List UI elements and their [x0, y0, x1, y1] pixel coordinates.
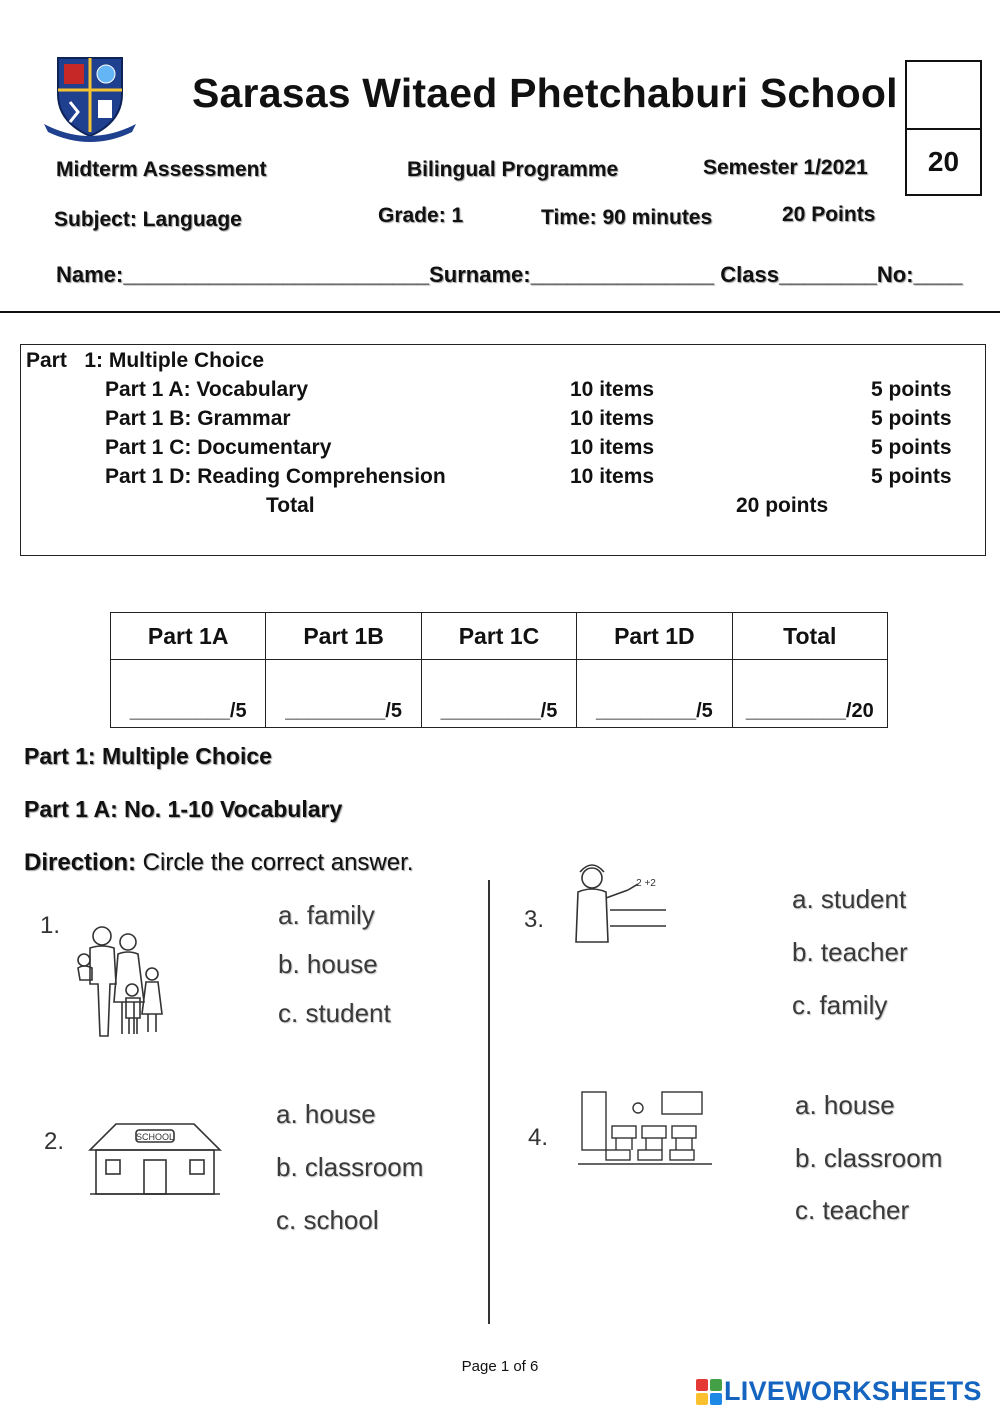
q1-option-a[interactable]: a. family [278, 900, 375, 930]
points-label: 20 Points [782, 203, 876, 226]
summary-row-items: 10 items [570, 407, 655, 430]
summary-row-label: Part 1 D: Reading Comprehension [105, 465, 446, 488]
teacher-picture [566, 856, 668, 944]
score-box-divider [907, 128, 980, 130]
subject-label: Subject: Language [54, 208, 242, 231]
liveworksheets-icon [696, 1379, 722, 1405]
q1-option-b[interactable]: b. house [278, 949, 378, 979]
q2-option-b[interactable]: b. classroom [276, 1152, 424, 1182]
brand-text: LIVEWORKSHEETS [724, 1376, 982, 1406]
teacher-board-text: 2 +2 [636, 878, 656, 889]
summary-row-points: 5 points [871, 378, 952, 401]
q2-option-a[interactable]: a. house [276, 1099, 376, 1129]
part-title: Part 1: Multiple Choice [24, 743, 272, 769]
summary-row-points: 5 points [871, 465, 952, 488]
summary-row-points: 5 points [871, 407, 952, 430]
score-box [905, 60, 982, 196]
q3-option-c[interactable]: c. family [792, 990, 888, 1020]
assessment-label: Midterm Assessment [56, 158, 267, 181]
score-cell-part1d[interactable]: _________/5 [577, 660, 732, 728]
score-cell-part1c[interactable]: _________/5 [421, 660, 576, 728]
q2-option-c[interactable]: c. school [276, 1205, 379, 1235]
score-header-part1a: Part 1A [111, 613, 266, 660]
school-crest-logo [40, 52, 140, 142]
summary-row-label: Part 1 C: Documentary [105, 436, 332, 459]
question-number: 3. [524, 906, 545, 933]
question-number: 4. [528, 1124, 549, 1151]
liveworksheets-brand[interactable] [696, 1376, 982, 1407]
summary-row-items: 10 items [570, 436, 655, 459]
page-number: Page 1 of 6 [461, 1358, 539, 1375]
question-number: 1. [40, 912, 61, 939]
header-rule [0, 311, 1000, 313]
direction-label: Direction: [24, 849, 137, 876]
score-header-total: Total [732, 613, 887, 660]
column-divider [488, 880, 490, 1324]
q4-option-a[interactable]: a. house [795, 1090, 895, 1120]
classroom-picture [576, 1088, 714, 1168]
semester-label: Semester 1/2021 [703, 156, 868, 179]
school-sign-text: SCHOOL [135, 1132, 175, 1142]
score-cell-part1a[interactable]: _________/5 [111, 660, 266, 728]
summary-row-items: 10 items [570, 465, 655, 488]
q1-option-c[interactable]: c. student [278, 998, 391, 1028]
q4-option-c[interactable]: c. teacher [795, 1195, 910, 1225]
subpart-title: Part 1 A: No. 1-10 Vocabulary [24, 796, 343, 822]
family-picture [70, 918, 170, 1040]
school-picture [86, 1120, 224, 1198]
summary-row-items: 10 items [570, 378, 655, 401]
q3-option-b[interactable]: b. teacher [792, 937, 908, 967]
score-table [110, 612, 888, 728]
grade-label: Grade: 1 [378, 204, 464, 227]
summary-row-points: 5 points [871, 436, 952, 459]
max-score: 20 [927, 146, 960, 177]
programme-label: Bilingual Programme [407, 158, 619, 181]
school-name: Sarasas Witaed Phetchaburi School [192, 70, 898, 116]
score-header-part1c: Part 1C [421, 613, 576, 660]
question-number: 2. [44, 1128, 65, 1155]
summary-box [20, 344, 986, 556]
score-header-part1d: Part 1D [577, 613, 732, 660]
q3-option-a[interactable]: a. student [792, 884, 907, 914]
summary-total-points: 20 points [736, 494, 829, 517]
score-table-row [111, 660, 888, 728]
summary-total-label: Total [266, 494, 315, 517]
summary-row-label: Part 1 B: Grammar [105, 407, 291, 430]
summary-title: Part 1: Multiple Choice [26, 349, 265, 372]
name-line[interactable]: Name:_________________________Surname:_______________ Class________No:____ [56, 262, 963, 287]
direction [24, 849, 413, 877]
summary-row-label: Part 1 A: Vocabulary [105, 378, 309, 401]
time-label: Time: 90 minutes [541, 206, 713, 229]
score-header-part1b: Part 1B [266, 613, 421, 660]
score-table-header-row [111, 613, 888, 660]
q4-option-b[interactable]: b. classroom [795, 1143, 943, 1173]
direction-text: Circle the correct answer. [136, 849, 414, 876]
score-cell-part1b[interactable]: _________/5 [266, 660, 421, 728]
score-cell-total[interactable]: _________/20 [732, 660, 887, 728]
